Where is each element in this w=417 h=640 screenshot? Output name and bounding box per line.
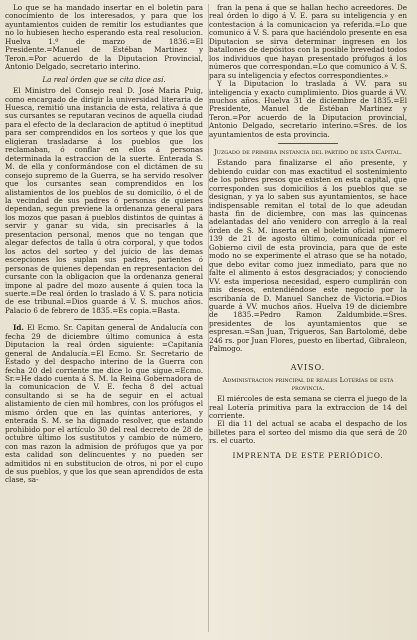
column-divider [208,4,209,632]
aviso-heading: AVISO. [290,362,326,372]
section-divider [278,143,338,144]
imprint-line: IMPRENTA DE ESTE PERIÓDICO. [232,450,384,460]
royal-order-title: La real órden que se cita dice así. [42,74,166,84]
paragraph-court: Estando para finalizarse el año presente, y debiendo cuidar con mas exactitud el sostenimiento de los pobres presos que existen en esta capital, que corresponden sus domicilios á los pueblos que se designan, y ya lo saben sus ayuntamientos, se hace indispensable remitan el total de lo que adeudan hasta fin de diciembre, con mas las quincenas adelantadas del año venidero con arreglo á la real órden de S. M. inserta en el boletin oficial número 139 de 21 de agosto último, comunicada por el Gobierno civil de esta provincia, para que de este modo no se experimente el atraso que se ha notado, que debo evitar como juez inmediato, para que no falte el alimento á estos desgraciados; y conociendo VV. esta imperiosa necesidad, espero cumplirán con mis deseos, entendiéndose este negocio por la escribanía de D. Manuel Sanchez de Victoria.=Dios guarde á VV. muchos años. Huelva 19 de diciembre de 1835.=Pedro Ramon Zaldumbide.=Sres. presidentes de los ayuntamientos que se espresan.=San Juan, Trigueros, San Bartolomé, debe 246 rs. por Juan Flores, puesto en libertad, Gibraleon, Palmogo. [209,158,407,354]
paragraph-captain-general-text: El Ecmo. Sr. Capitan general de Andalucía con fecha 29 de diciembre último comunica á esta Diputacion la real órden siguiente: =Capitanía general de Andalucía.=El Ecmo. Sr. Secretario de Estado y del despacho interino de la Guerra con fecha 20 del corriente me dice lo que sigue.=Ecmo. Sr.=He dado cuenta á S. M. la Reina Gobernadora de la comunicacion de V. E. fecha 8 del actual consultando si se ha de seguir en el actual alistamiento de cien mil hombres, con los prófugos el mismo órden que en las quintas anteriores, y enterada S. M. se ha dignado resolver, que estando prohibido por el artículo 30 del real decreto de 28 de octubre último los sustitutos y cambio de número, con mas razon la admision de prófugos que ya por esta calidad son delincuentes y no pueden ser admitidos ni en substitucion de otros, ni por el cupo de sus pueblos, y que los que sean aprendidos de esta clase, sa- [5,323,203,485]
paragraph-captain-general [5,324,203,485]
paragraph-lead: Id. [13,323,24,333]
court-heading: Juzgado de primera instancia del partido de esta Capital. [213,148,403,157]
paragraph-lottery-2: El dia 11 del actual se acaba el despacho de los billetes para el sorteo del mismo dia que será de 20 rs. el cuarto. [209,419,407,446]
paragraph-intro: Lo que se ha mandado insertar en el boletin para conocimiento de los interesados, y para que los ayuntamientos cuiden de remitir los estudiantes que no lo hubiesen hecho esperando esta real resolucion. Huelva 1.º de marzo de 1836.=El Presidente.=Manuel de Estéban Martinez y Teron.=Por acuerdo de la Diputacion Provincial, Antonio Delgado, secretario interino. [5,4,203,72]
paragraph-lottery-1: El miércoles de esta semana se cierra el juego de la real Lotería primitiva para la extraccion de 14 del corriente. [209,394,407,421]
paragraph-royal-order: El Ministro del Consejo real D. José Maria Puig, como encargado de dirigir la universidad literaria de Huesca, remitió una instancia de esta, relativa á que sus cursantes se reputaran vecinos de aquella ciudad para el efecto de la declaracion de aptitud ó ineptitud para ser comprendidos en los sorteos y que los que eligieran trasladarse á los pueblos que los reclamaban, ó conflar en ellos á personas determinada la estraccion de la suerte. Enterada S. M. de ella y conformándose con el dictámen de su consejo supremo de la Guerra, se ha servido resolver que los cursantes sean comprendidos en los alistamientos de los pueblos de su domicilio, ó el de la vecindad de sus padres ó personas de quienes dependan, segun previene la ordenanza general para los mozos que pasan á pueblos distintos de quintas á servir y ganar su vida, sin precisarles á la presentacion personal, menos que no tengan que alegar defectos de talla ú otra corporal, y que todos los actos del sorteo y del juicio de las demas escepciones los suplan sus padres, parientes ó personas de quienes dependan en representacion del cursante con la obligacion que la ordenanza general impone al padre del mozo ausente á quien toca la suerte.=De real órden lo traslado á V. S. para noticia de ese tribunal.=Dios guarde á V. S. muchos años. Palacio 6 de febrero de 1835.=Es copia.=Basta. [5,86,203,315]
lottery-heading: Administracion principal de reales Loterías de esta provincia. [222,376,394,393]
left-column [5,4,203,640]
right-column [209,4,407,640]
paragraph-diputacion: Y la Diputacion lo traslada á VV. para su inteligencia y exacto cumplimiento. Dios guarde á VV. muchos años. Huelva 31 de diciembre de 1835.=El Presidente, Manuel de Estéban Martinez y Teron.=Por acuerdo de la Diputacion provincial, Antonio Delgado, secretario interino.=Sres. de los ayuntamientos de esta provincia. [209,79,407,139]
paragraph-continuation: fran la pena á que se hallan hecho acreedores. De real órden lo digo á V. E. para su inteligencia y en contestacion á la comunicacion ya referida.=Lo que comunico á V. S. para que haciéndolo presente en esa Diputacion se sirva determinar ingresen en los batallones de depósitos con la posible brevedad todos los individuos que hayan presentado prófugos á los números que correspondan.=Lo que comunico á V. S. para su inteligencia y efectos correspondientes.» [209,4,407,80]
section-divider [74,319,134,320]
